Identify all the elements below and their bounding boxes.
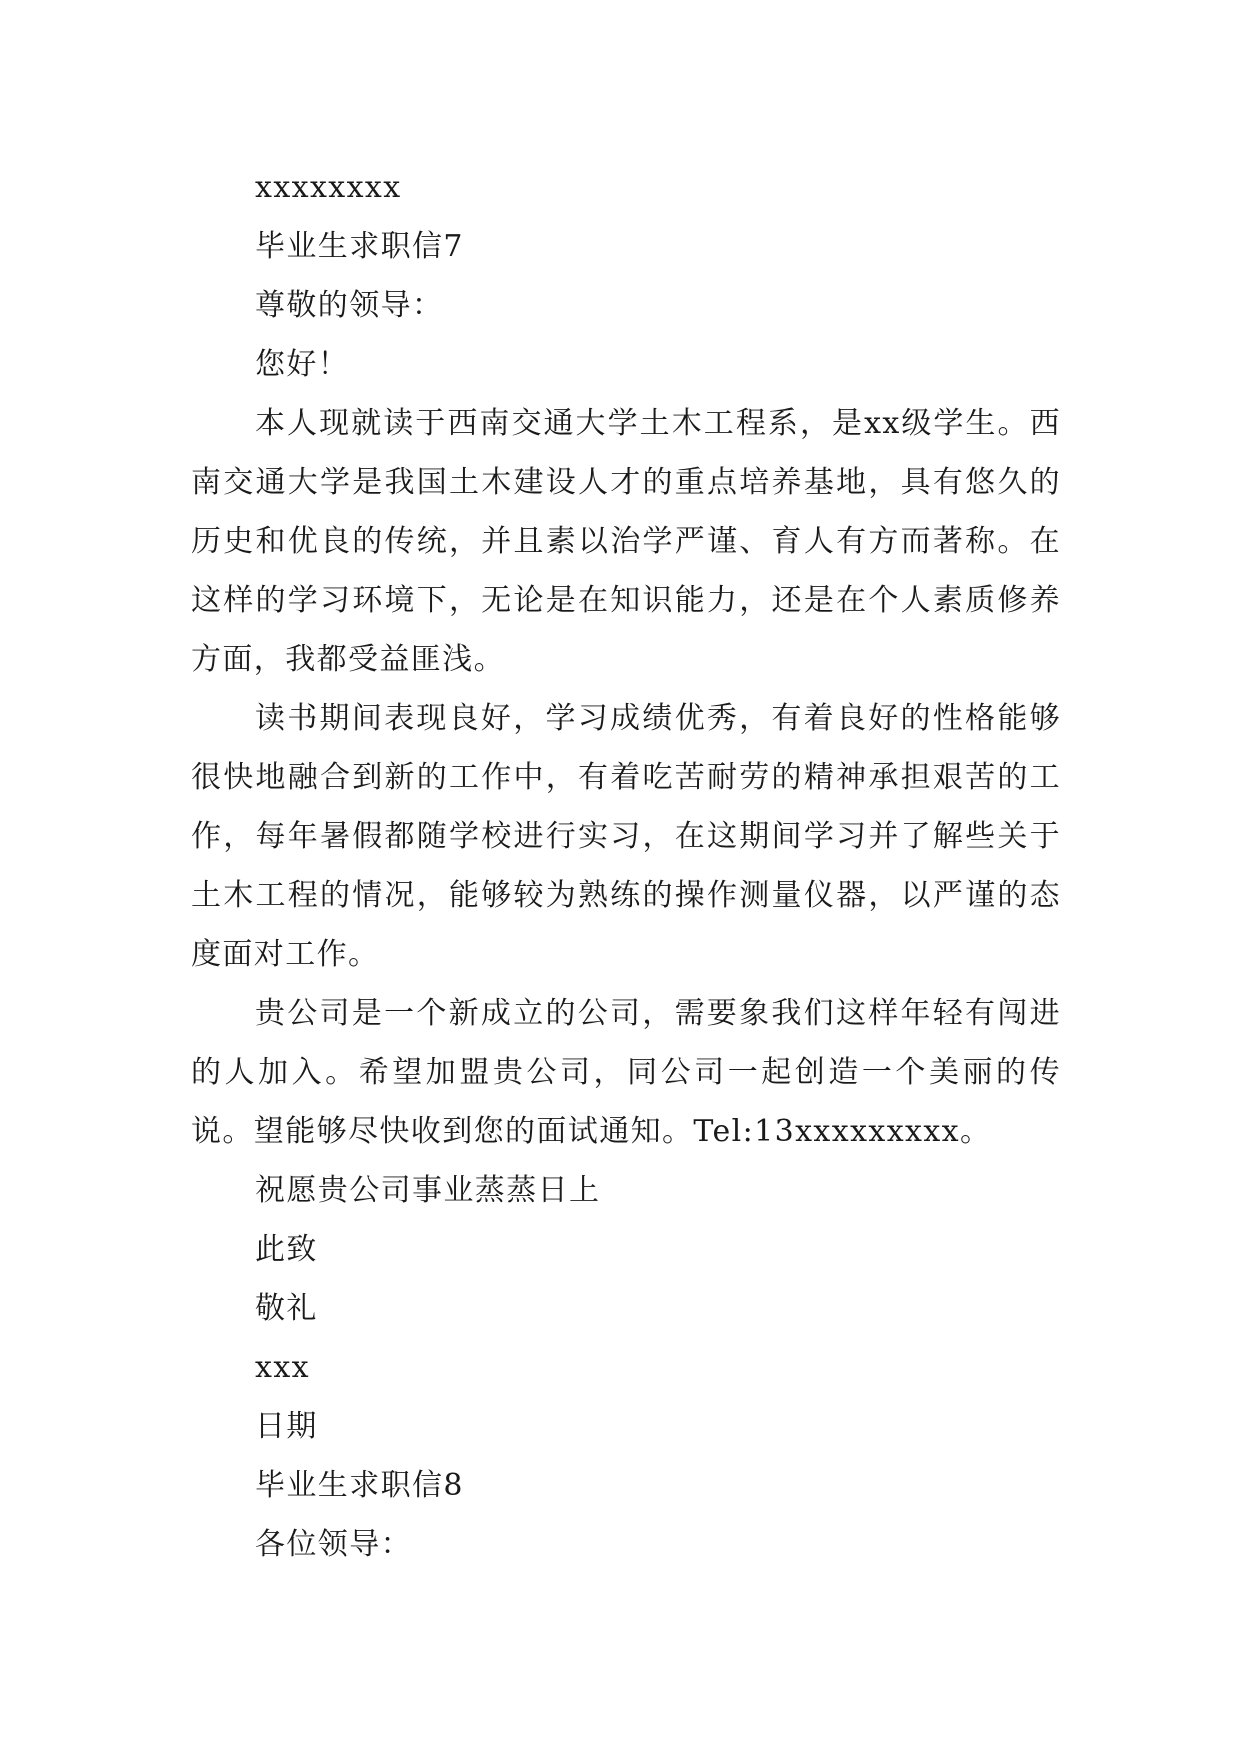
closing-wish: 祝愿贵公司事业蒸蒸日上 — [255, 1173, 601, 1208]
document-body — [191, 158, 1061, 1574]
letter-heading-next: 毕业生求职信8 — [255, 1468, 464, 1503]
body-paragraph-1: 本人现就读于西南交通大学土木工程系，是xx级学生。西南交通大学是我国土木建设人才的重点培养基地，具有悠久的历史和优良的传统，并且素以治学严谨、育人有方而著称。在这样的学习环境下，无论是在知识能力，还是在个人素质修养方面，我都受益匪浅。 — [191, 406, 1061, 677]
signature-name: xxx — [255, 1350, 310, 1385]
body-paragraph-3: 贵公司是一个新成立的公司，需要象我们这样年轻有闯进的人加入。希望加盟贵公司，同公司一起创造一个美丽的传说。望能够尽快收到您的面试通知。Tel:13xxxxxxxxx。 — [191, 996, 1061, 1149]
closing-line-2: 敬礼 — [255, 1291, 318, 1326]
salutation-next: 各位领导： — [255, 1527, 412, 1562]
signature-date: 日期 — [255, 1409, 318, 1444]
sender-placeholder: xxxxxxxx — [255, 170, 402, 205]
body-paragraph-2: 读书期间表现良好，学习成绩优秀，有着良好的性格能够很快地融合到新的工作中，有着吃苦耐劳的精神承担艰苦的工作，每年暑假都随学校进行实习，在这期间学习并了解些关于土木工程的情况，能够较为熟练的操作测量仪器，以严谨的态度面对工作。 — [191, 701, 1061, 972]
letter-heading: 毕业生求职信7 — [255, 229, 464, 264]
greeting: 您好！ — [255, 347, 350, 382]
closing-line-1: 此致 — [255, 1232, 318, 1267]
salutation: 尊敬的领导： — [255, 288, 444, 323]
